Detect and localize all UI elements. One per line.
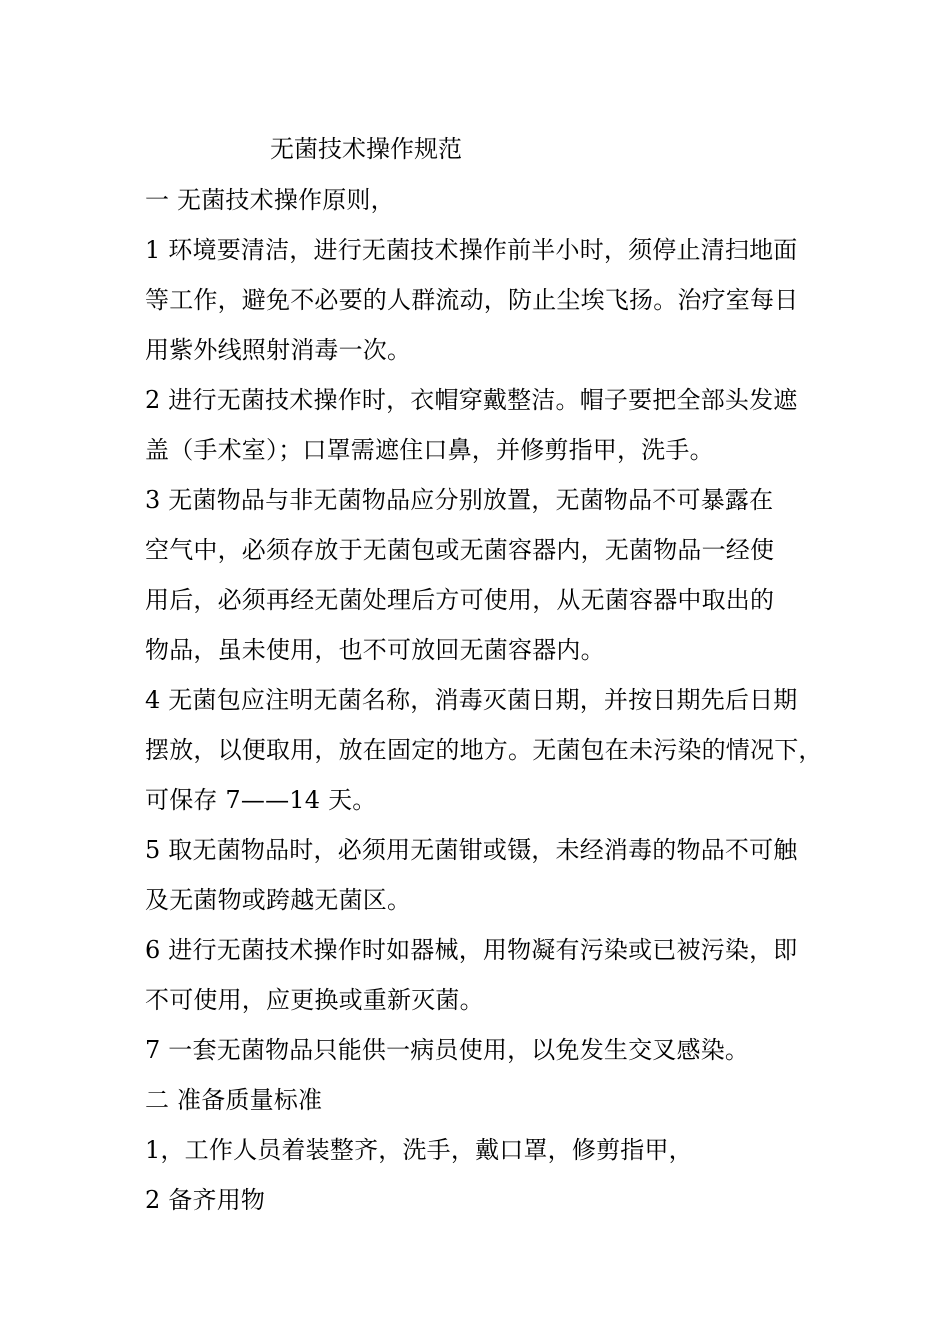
paragraph-line: 7 一套无菌物品只能供一病员使用，以免发生交叉感染。: [145, 1036, 750, 1064]
paragraph-line: 4 无菌包应注明无菌名称，消毒灭菌日期，并按日期先后日期: [145, 686, 798, 714]
paragraph-line: 1 环境要清洁，进行无菌技术操作前半小时，须停止清扫地面: [145, 236, 798, 264]
paragraph-line: 等工作，避免不必要的人群流动，防止尘埃飞扬。治疗室每日: [145, 286, 799, 314]
paragraph-line: 可保存 7——14 天。: [145, 786, 377, 814]
paragraph-line: 物品，虽未使用，也不可放回无菌容器内。: [145, 636, 605, 664]
paragraph-line: 3 无菌物品与非无菌物品应分别放置，无菌物品不可暴露在: [145, 486, 774, 514]
paragraph-line: 不可使用，应更换或重新灭菌。: [145, 986, 484, 1014]
paragraph-line: 5 取无菌物品时，必须用无菌钳或镊，未经消毒的物品不可触: [145, 836, 798, 864]
paragraph-line: 用后，必须再经无菌处理后方可使用，从无菌容器中取出的: [145, 586, 775, 614]
paragraph-line: 用紫外线照射消毒一次。: [145, 336, 412, 364]
paragraph-line: 1，工作人员着装整齐，洗手，戴口罩，修剪指甲，: [145, 1136, 693, 1164]
section-heading-principles: 一 无菌技术操作原则，: [145, 186, 395, 214]
paragraph-line: 摆放，以便取用，放在固定的地方。无菌包在未污染的情况下，: [145, 736, 823, 764]
document-title: 无菌技术操作规范: [270, 135, 462, 163]
paragraph-line: 2 进行无菌技术操作时，衣帽穿戴整洁。帽子要把全部头发遮: [145, 386, 798, 414]
paragraph-line: 2 备齐用物: [145, 1186, 266, 1214]
paragraph-line: 及无菌物或跨越无菌区。: [145, 886, 412, 914]
paragraph-line: 空气中，必须存放于无菌包或无菌容器内，无菌物品一经使: [145, 536, 775, 564]
paragraph-line: 6 进行无菌技术操作时如器械，用物凝有污染或已被污染，即: [145, 936, 798, 964]
section-heading-standards: 二 准备质量标准: [145, 1086, 323, 1114]
paragraph-line: 盖（手术室）；口罩需遮住口鼻，并修剪指甲，洗手。: [145, 436, 714, 464]
